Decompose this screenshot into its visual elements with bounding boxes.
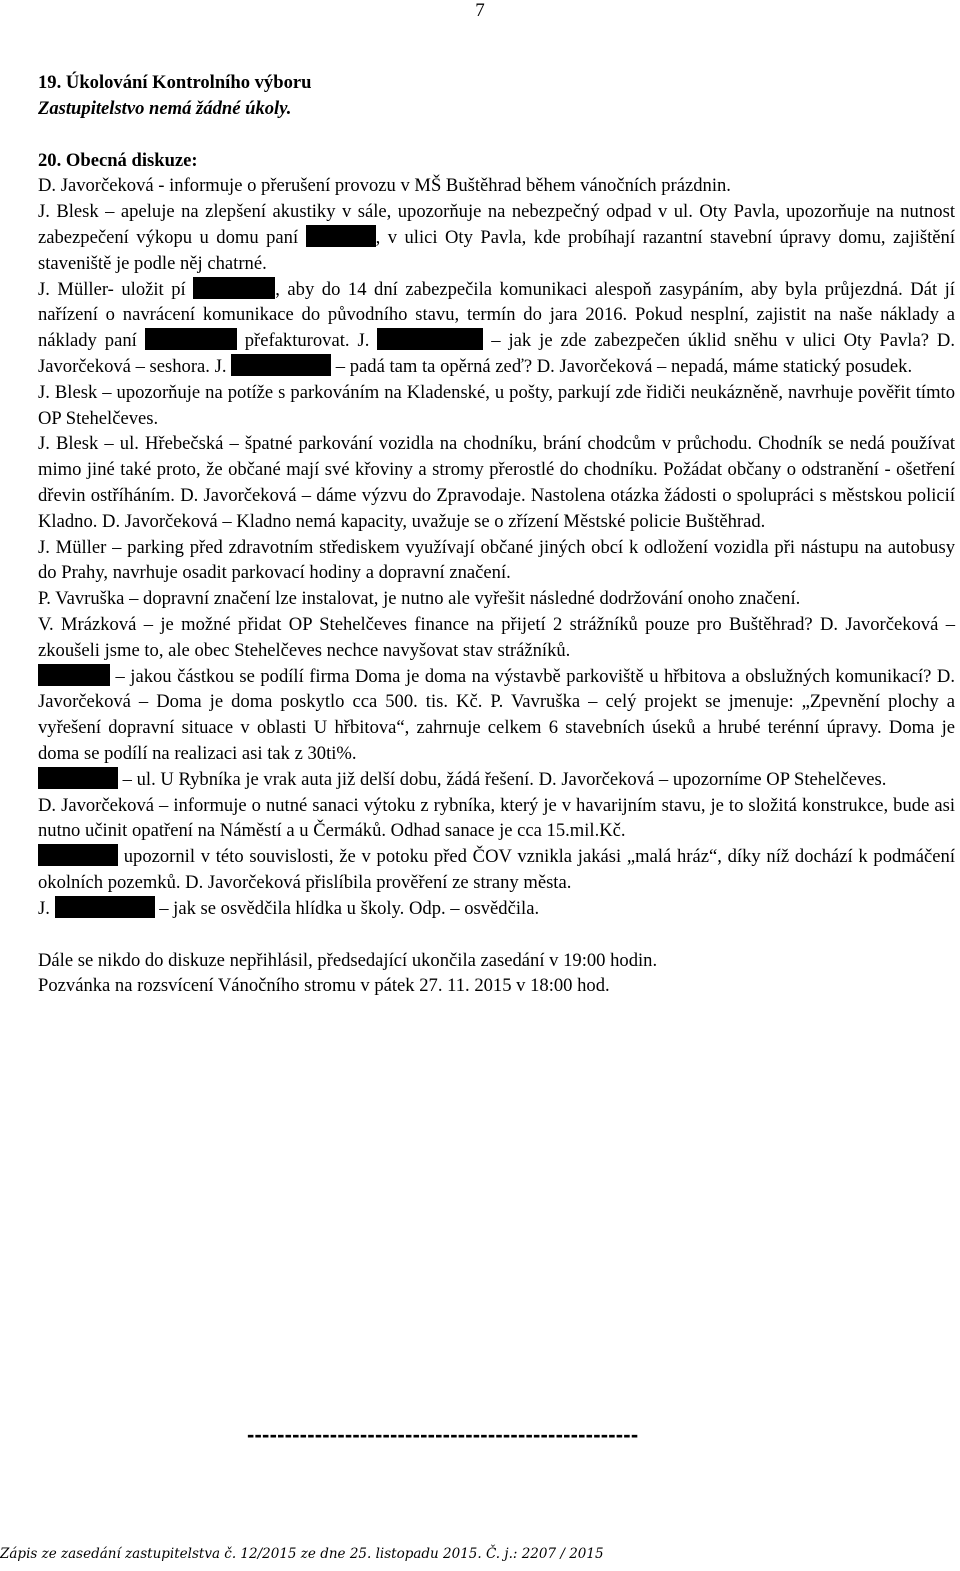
paragraph-excavation xyxy=(38,277,955,380)
paragraph-police: V. Mrázková – je možné přidat OP Stehelčeves finance na přijetí 2 strážníků pouze pro Buštěhrad? D. Javorčeková – zkoušeli jsme to, ale obec Stehelčeves nechce navyšovat stav strážníků. xyxy=(38,613,955,661)
redaction xyxy=(193,277,275,299)
redaction xyxy=(306,225,376,247)
paragraph-dam xyxy=(38,844,955,896)
redaction xyxy=(38,664,110,686)
section-20-title: 20. Obecná diskuze: xyxy=(38,149,198,171)
redaction xyxy=(231,354,331,376)
paragraph-parking-post: J. Blesk – upozorňuje na potíže s parkováním na Kladenské, u pošty, parkují zde řidiči neukázněně, navrhuje pověřit tímto OP Stehelčeves. xyxy=(38,381,955,429)
section-19-title: 19. Úkolování Kontrolního výboru xyxy=(38,72,312,93)
text-part: J. xyxy=(38,897,50,919)
document-body xyxy=(38,70,955,999)
page-number: 7 xyxy=(475,0,485,21)
paragraph-sidewalk: J. Blesk – ul. Hřebečská – špatné parkování vozidla na chodníku, brání chodcům v průchodu. Chodník se nedá používat mimo jiné také proto, že občané mají své křoviny a stromy přerostlé do chodníku. Požádat občany o odstranění - ošetření dřevin ostříháním. D. Javorčeková – dáme výzvu do Zpravodaje. Nastolena otázka žádosti o spolupráci s městskou policií Kladno. D. Javorčeková – Kladno nemá kapacity, uvažuje se o zřízení Městské policie Buštěhrad. xyxy=(38,433,955,532)
closing-statement: Dále se nikdo do diskuze nepřihlásil, předsedající ukončila zasedání v 19:00 hodin. xyxy=(38,949,658,971)
text-part: přefakturovat. J. xyxy=(244,330,370,352)
paragraph-wreck xyxy=(38,767,955,793)
text-part: J. Blesk – apeluje na zlepšení akustiky v sále, upozorňuje na nebezpečný odpad v ul. Oty Pavla, upozorňuje na nutnost zabezpečení výkopu u domu paní xyxy=(38,201,955,248)
text-part: – jak je zde zabezpečen úklid sněhu v ulici Oty Pavla? D. Javorčeková – seshora. J. xyxy=(38,330,955,377)
redaction xyxy=(55,896,155,918)
page-footer: Zápis ze zasedání zastupitelstva č. 12/2015 ze dne 25. listopadu 2015. Č. j.: 2207 / 2015 xyxy=(0,1546,604,1562)
redaction xyxy=(38,844,118,866)
paragraph-traffic-signs: P. Vavruška – dopravní značení lze instalovat, je nutno ale vyřešit následné dodržování onoho značení. xyxy=(38,588,801,610)
redaction xyxy=(145,328,237,350)
paragraph-acoustics xyxy=(38,199,955,276)
text-part: – jak se osvědčila hlídka u školy. Odp. – osvědčila. xyxy=(159,897,540,919)
paragraph-school-patrol xyxy=(38,896,955,922)
paragraph-cemetery-parking xyxy=(38,664,955,767)
text-part: – padá tam ta opěrná zeď? D. Javorčeková – nepadá, máme statický posudek. xyxy=(335,355,913,377)
dashed-divider: ---------------------------------------------------- xyxy=(247,1422,639,1447)
text-part: , v ulici Oty Pavla, kde probíhají razantní stavební úpravy domu, zajištění staveniště je podle něj chatrné. xyxy=(38,226,955,274)
invitation-statement: Pozvánka na rozsvícení Vánočního stromu v pátek 27. 11. 2015 v 18:00 hod. xyxy=(38,975,610,997)
paragraph-preschool: D. Javorčeková - informuje o přerušení provozu v MŠ Buštěhrad během vánočních prázdnin. xyxy=(38,175,731,197)
paragraph-pond: D. Javorčeková – informuje o nutné sanaci výtoku z rybníka, který je v havarijním stavu, je to složitá konstrukce, bude asi nutno učinit opatření na Náměstí a u Čermáků. Odhad sanace je cca 15.mil.Kč. xyxy=(38,794,955,842)
text-part: J. Müller- uložit pí xyxy=(38,278,186,300)
text-part: , aby do 14 dní zabezpečila komunikaci alespoň zasypáním, aby byla průjezdná. Dát jí nařízení o navrácení komunikace do původního stavu, termín do jara 2016. Pokud nesplní, zajistit na naše náklady a náklady paní xyxy=(38,278,955,352)
text-part: – ul. U Rybníka je vrak auta již delší dobu, žádá řešení. D. Javorčeková – upozorníme OP Stehelčeves. xyxy=(122,768,887,790)
section-19-text: Zastupitelstvo nemá žádné úkoly. xyxy=(38,97,292,119)
paragraph-health-center: J. Müller – parking před zdravotním střediskem využívají občané jiných obcí k odložení vozidla při nástupu na autobusy do Prahy, navrhuje osadit parkovací hodiny a dopravní značení. xyxy=(38,536,955,584)
redaction xyxy=(377,328,483,350)
redaction xyxy=(38,767,118,789)
text-part: – jakou částkou se podílí firma Doma je doma na výstavbě parkoviště u hřbitova a obslužných komunikací? D. Javorčeková – Doma je doma poskytlo cca 500. tis. Kč. P. Vavruška – celý projekt se jmenuje: „Zpevnění plochy a vyřešení dopravní situace v oblasti U hřbitova“, zahrnuje celkem 6 stavebních úseků a hrubé terénní úpravy. Doma je doma se podílí na realizaci asi tak z 30ti%. xyxy=(38,665,955,764)
text-part: upozornil v této souvislosti, že v potoku před ČOV vznikla jakási „malá hráz“, díky níž dochází k podmáčení okolních pozemků. D. Javorčeková přislíbila prověření ze strany města. xyxy=(38,846,955,893)
